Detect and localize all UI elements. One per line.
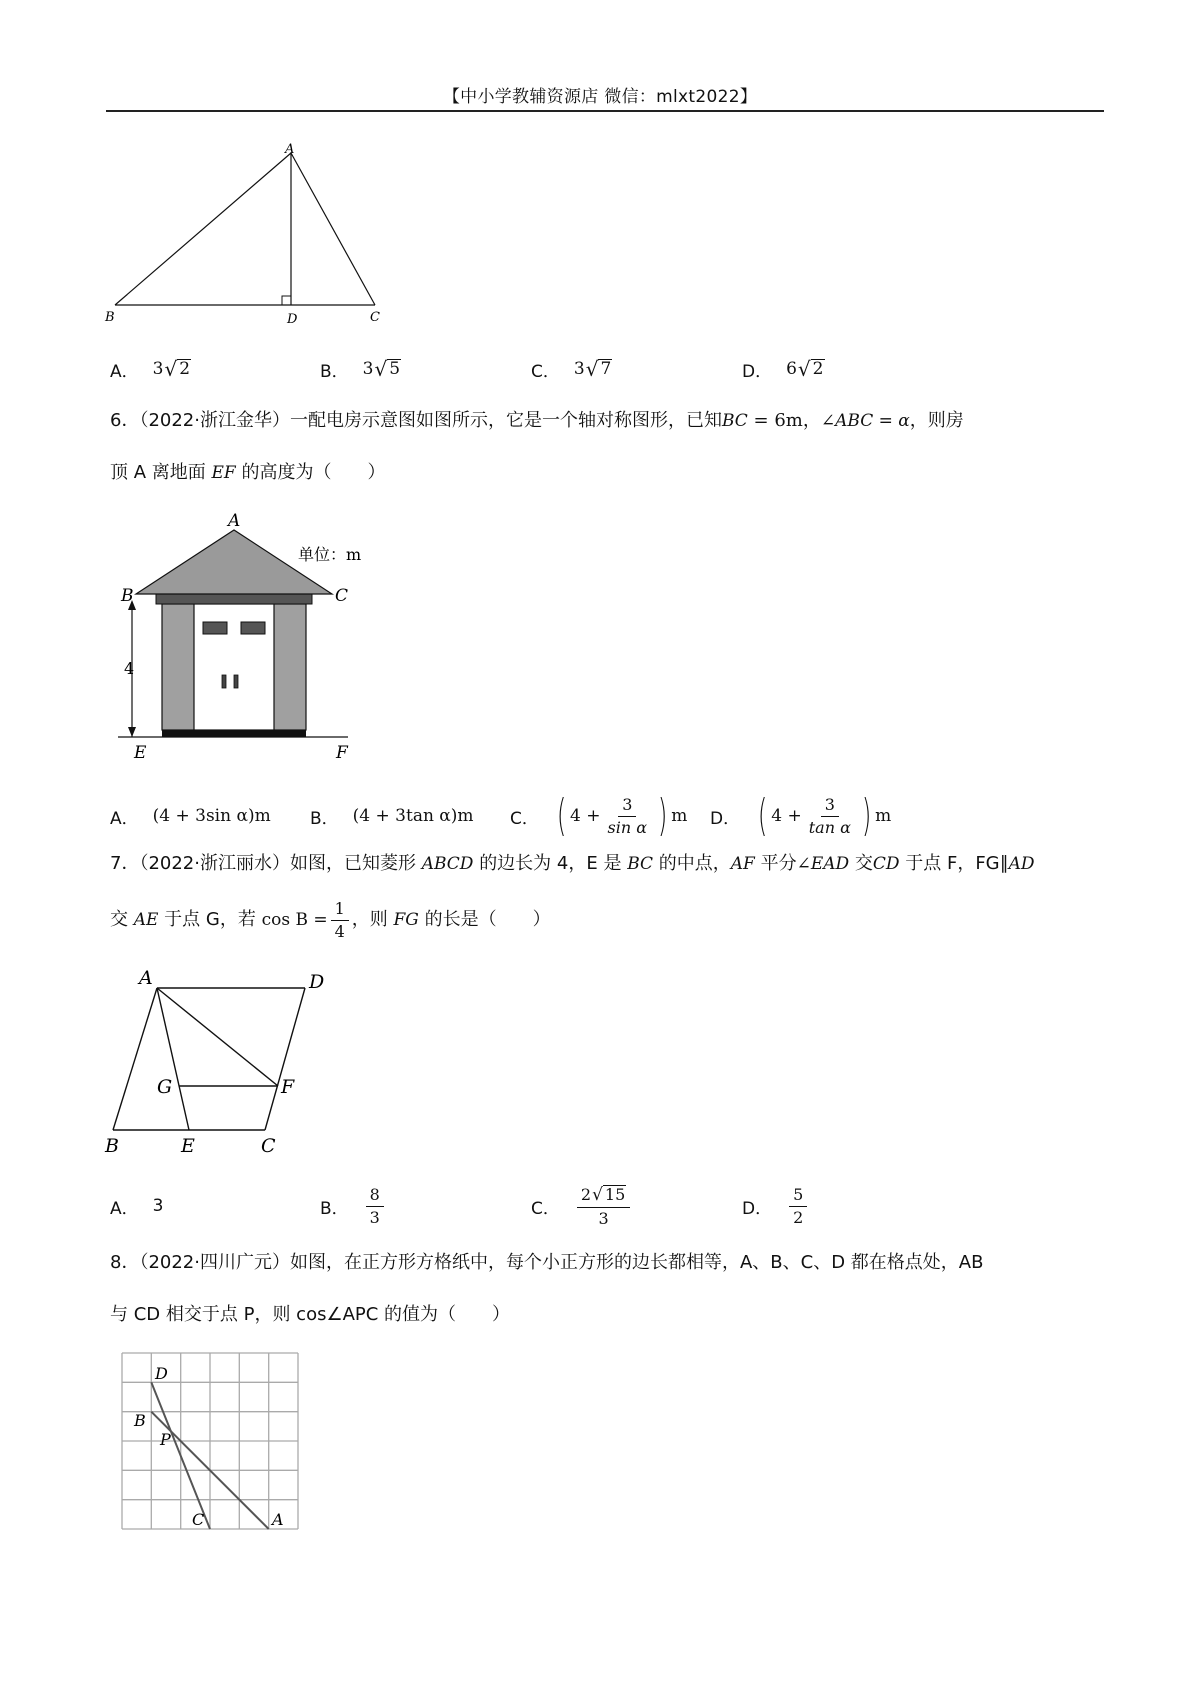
label-d: D	[287, 312, 298, 327]
grid-label-p: P	[160, 1430, 171, 1449]
door-window-right	[241, 622, 265, 634]
seg-cd	[265, 988, 305, 1130]
label-c: C	[370, 310, 380, 325]
door-handle-left	[222, 675, 226, 688]
house-label-a: A	[228, 511, 241, 531]
q6-line-1: 6．（2022·浙江金华）一配电房示意图如图所示，它是一个轴对称图形，已知BC = 6m，∠ABC = α，则房	[110, 410, 964, 431]
seg-ab	[115, 153, 291, 305]
q5-options	[110, 347, 1100, 391]
arrow-head-bottom	[128, 727, 136, 737]
height-value: 4	[124, 659, 135, 678]
grid-label-b: B	[134, 1411, 146, 1430]
label-a: A	[285, 142, 295, 157]
figure-q7-rhombus	[105, 968, 345, 1168]
q6-option-d[interactable]: D． ( 4 + $\frac{3}{\text{tan α}}$ ) m	[710, 790, 892, 841]
grid-label-a: A	[272, 1510, 284, 1529]
header-rule	[106, 110, 1104, 112]
q7-option-a[interactable]: A． 3	[110, 1196, 164, 1219]
house-foundation	[162, 730, 306, 737]
seg-ab	[113, 988, 157, 1130]
q7-line-2: 交 AE 于点 G，若 cos B = $\frac{1}{4}$ ，则 FG 的长是（ ）	[110, 898, 551, 941]
q7-stem	[110, 838, 1110, 950]
q8-stem	[110, 1237, 1110, 1341]
q6-stem	[110, 395, 1110, 499]
seg-ac	[291, 153, 375, 305]
grid-label-c: C	[192, 1510, 205, 1529]
house-label-f: F	[336, 743, 348, 763]
q8-line-1: 8．（2022·四川广元）如图，在正方形方格纸中，每个小正方形的边长都相等，A、B、C、D 都在格点处，AB	[110, 1252, 984, 1273]
q6-option-b[interactable]: B． (4 + 3tan α)m	[310, 806, 474, 829]
q7-options	[110, 1178, 1100, 1234]
house-label-b: B	[121, 586, 134, 606]
grid-label-d: D	[155, 1364, 168, 1383]
house-eave	[156, 594, 312, 604]
door-window-left	[203, 622, 227, 634]
house-label-e: E	[134, 743, 147, 763]
right-angle-mark	[282, 296, 291, 305]
q7-line-1: 7．（2022·浙江丽水）如图，已知菱形 ABCD 的边长为 4，E 是 BC 的中点，AF 平分∠EAD 交CD 于点 F，FG∥AD	[110, 853, 1035, 874]
figure-q6-house	[118, 512, 378, 762]
figure-q8-grid	[122, 1353, 302, 1539]
q6-option-a[interactable]: A． (4 + 3sin α)m	[110, 806, 271, 829]
q5-option-a[interactable]: A． 3 √ 2	[110, 357, 191, 382]
q7-option-b[interactable]: B． $\frac{8}{3}$	[320, 1178, 387, 1234]
rhombus-label-d: D	[309, 971, 325, 993]
rhombus-label-f: F	[281, 1076, 295, 1098]
rhombus-label-a: A	[139, 967, 153, 989]
rhombus-label-b: B	[105, 1135, 119, 1157]
grid-lines	[122, 1353, 298, 1529]
house-label-c: C	[335, 586, 349, 606]
figure-q5-triangle	[105, 142, 405, 330]
label-b: B	[105, 310, 115, 325]
rhombus-label-e: E	[181, 1135, 195, 1157]
q6-options	[110, 788, 1100, 844]
unit-label: 单位：m	[298, 545, 362, 564]
q6-option-c[interactable]: C． ( 4 + $\frac{3}{\text{sin α}}$ ) m	[510, 790, 688, 841]
page-header: 【中小学教辅资源店 微信：mlxt2022】	[442, 87, 758, 107]
q6-line-2: 顶 A 离地面 EF 的高度为（ ）	[110, 462, 386, 483]
q5-option-b[interactable]: B． 3 √ 5	[320, 357, 401, 382]
q7-option-d[interactable]: D． $\frac{5}{2}$	[742, 1178, 810, 1234]
q8-line-2: 与 CD 相交于点 P，则 cos∠APC 的值为（ ）	[110, 1304, 511, 1325]
q5-option-c[interactable]: C． 3 √ 7	[531, 357, 612, 382]
q5-option-d[interactable]: D． 6 √ 2	[742, 357, 824, 382]
door-handle-right	[234, 675, 238, 688]
rhombus-label-g: G	[157, 1076, 173, 1098]
q7-option-c[interactable]: C． $\frac{2√ 15}{3}$	[531, 1178, 633, 1234]
rhombus-label-c: C	[261, 1135, 276, 1157]
